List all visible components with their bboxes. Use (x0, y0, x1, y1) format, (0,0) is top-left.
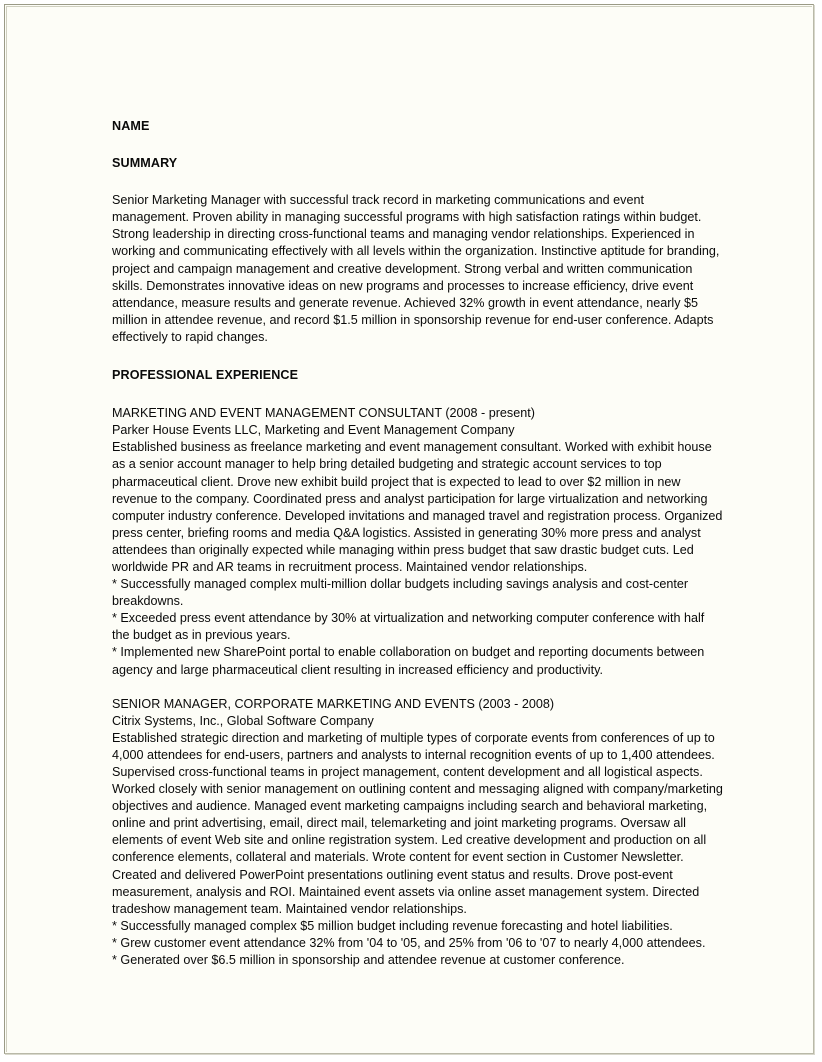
summary-heading: SUMMARY (112, 156, 178, 171)
job-title: MARKETING AND EVENT MANAGEMENT CONSULTANT (2008 - present) (112, 406, 535, 421)
resume-content (112, 118, 724, 969)
spacer (112, 346, 724, 367)
job-bullet: * Grew customer event attendance 32% from '04 to '05, and 25% from '06 to '07 to nearly 4,000 attendees. (112, 935, 706, 950)
job-entry (112, 696, 724, 970)
job-title: SENIOR MANAGER, CORPORATE MARKETING AND EVENTS (2003 - 2008) (112, 696, 555, 711)
job-entry (112, 405, 724, 679)
spacer (112, 172, 724, 192)
spacer (112, 679, 724, 696)
job-description: Established business as freelance marketing and event management consultant. Worked with exhibit house as a senior account manager to help bring detailed budgeting and strategic account services to top pharmaceutical client. Drove new exhibit build project that is expected to lead to over $2 million in new revenue to the company. Coordinated press and analyst participation for large virtualization and networking computer industry conference. Developed invitations and managed travel and registration process. Organized press center, briefing rooms and media Q&A logistics. Assisted in generating 30% more press and analyst attendees than originally expected while managing within press budget that saw drastic budget cuts. Led worldwide PR and AR teams in recruitment process. Maintained vendor relationships. (112, 440, 723, 574)
spacer (112, 135, 724, 155)
job-bullet: * Exceeded press event attendance by 30% at virtualization and networking computer conference with half the budget as in previous years. (112, 611, 705, 643)
job-bullet: * Successfully managed complex multi-million dollar budgets including savings analysis and cost-center breakdowns. (112, 577, 689, 609)
professional-experience-heading: PROFESSIONAL EXPERIENCE (112, 368, 299, 383)
job-bullet: * Generated over $6.5 million in sponsorship and attendee revenue at customer conference. (112, 953, 625, 968)
spacer (112, 384, 724, 405)
job-company: Parker House Events LLC, Marketing and Event Management Company (112, 423, 515, 438)
summary-paragraph: Senior Marketing Manager with successful track record in marketing communications and event management. Proven ability in managing successful programs with high satisfaction ratings within budget. Strong leadership in directing cross-functional teams and managing vendor relationships. Experienced in working and communicating effectively with all levels within the organization. Instinctive aptitude for branding, project and campaign management and creative development. Strong verbal and written communication skills. Demonstrates innovative ideas on new programs and processes to increase efficiency, drive event attendance, measure results and generate revenue. Achieved 32% growth in event attendance, nearly $5 million in attendee revenue, and record $1.5 million in sponsorship revenue for end-user conference. Adapts effectively to rapid changes. (112, 193, 720, 344)
job-bullet: * Implemented new SharePoint portal to enable collaboration on budget and reporting documents between agency and large pharmaceutical client resulting in increased efficiency and productivity. (112, 645, 705, 677)
resume-page (4, 4, 814, 1054)
job-description: Established strategic direction and marketing of multiple types of corporate events from conferences of up to 4,000 attendees for end-users, partners and analysts to internal recognition events of up to 1,400 attendees. Supervised cross-functional teams in project management, content development and all logistical aspects. Worked closely with senior management on outlining content and messaging aligned with company/marketing objectives and audience. Managed event marketing campaigns including search and behavioral marketing, online and print advertising, email, direct mail, telemarketing and joint marketing programs. Oversaw all elements of event Web site and online registration system. Led creative development and production on all conference elements, collateral and materials. Wrote content for event section in Customer Newsletter. Created and delivered PowerPoint presentations outlining event status and results. Drove post-event measurement, analysis and ROI. Maintained event assets via online asset management system. Directed tradeshow management team. Maintained vendor relationships. (112, 730, 723, 916)
job-company: Citrix Systems, Inc., Global Software Company (112, 713, 374, 728)
job-bullet: * Successfully managed complex $5 million budget including revenue forecasting and hotel liabilities. (112, 918, 673, 933)
name-heading: NAME (112, 119, 150, 133)
